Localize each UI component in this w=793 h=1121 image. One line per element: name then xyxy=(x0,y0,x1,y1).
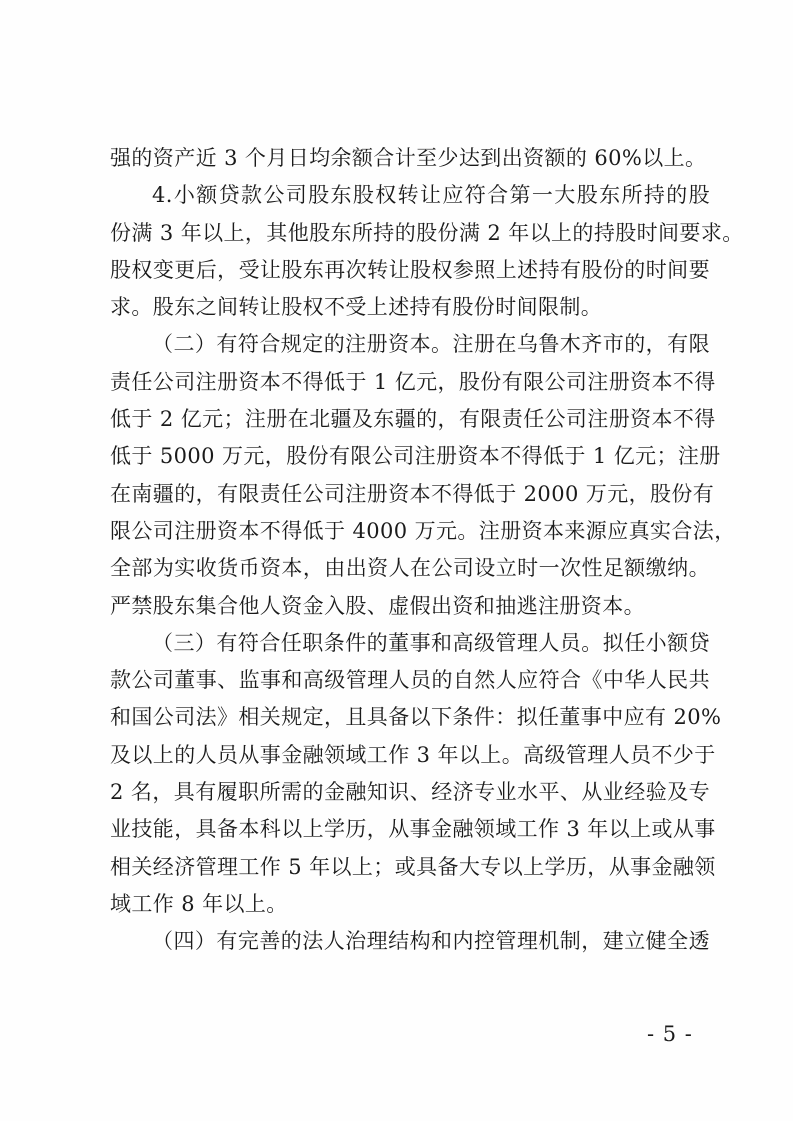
text-line-3: 份满 3 年以上，其他股东所持的股份满 2 年以上的持股时间要求。 xyxy=(110,220,744,245)
text-line-18: 2 名，具有履职所需的金融知识、经济专业水平、从业经验及专 xyxy=(110,780,710,805)
text-line-11: 限公司注册资本不得低于 4000 万元。注册资本来源应真实合法， xyxy=(110,518,736,543)
text-line-15: 款公司董事、监事和高级管理人员的自然人应符合《中华人民共 xyxy=(110,668,710,693)
text-line-17: 及以上的人员从事金融领域工作 3 年以上。高级管理人员不少于 xyxy=(110,742,716,767)
text-line-12: 全部为实收货币资本，由出资人在公司设立时一次性足额缴纳。 xyxy=(110,556,710,581)
text-line-7: 责任公司注册资本不得低于 1 亿元，股份有限公司注册资本不得 xyxy=(110,369,716,394)
text-line-19: 业技能，具备本科以上学历，从事金融领域工作 3 年以上或从事 xyxy=(110,817,716,842)
text-line-10: 在南疆的，有限责任公司注册资本不得低于 2000 万元，股份有 xyxy=(110,481,715,506)
text-line-13: 严禁股东集合他人资金入股、虚假出资和抽逃注册资本。 xyxy=(110,593,645,618)
text-line-1: 强的资产近 3 个月日均余额合计至少达到出资额的 60%以上。 xyxy=(110,146,707,170)
text-line-6: （二）有符合规定的注册资本。注册在乌鲁木齐市的，有限 xyxy=(152,332,710,357)
text-line-8: 低于 2 亿元；注册在北疆及东疆的，有限责任公司注册资本不得 xyxy=(110,407,716,432)
text-line-21: 域工作 8 年以上。 xyxy=(110,891,288,916)
text-line-20: 相关经济管理工作 5 年以上；或具备大专以上学历，从事金融领 xyxy=(110,854,716,879)
text-line-5: 求。股东之间转让股权不受上述持有股份时间限制。 xyxy=(110,295,603,320)
text-line-9: 低于 5000 万元，股份有限公司注册资本不得低于 1 亿元；注册 xyxy=(110,444,721,469)
text-line-16: 和国公司法》相关规定，且具备以下条件：拟任董事中应有 20% xyxy=(110,705,722,730)
text-line-22: （四）有完善的法人治理结构和内控管理机制，建立健全透 xyxy=(152,929,710,954)
body-text xyxy=(110,140,744,961)
text-line-2: 4.小额贷款公司股东股权转让应符合第一大股东所持的股 xyxy=(152,183,710,208)
text-line-4: 股权变更后，受让股东再次转让股权参照上述持有股份的时间要 xyxy=(110,257,710,282)
page-number: - 5 - xyxy=(647,1022,693,1046)
text-line-14: （三）有符合任职条件的董事和高级管理人员。拟任小额贷 xyxy=(152,630,710,655)
